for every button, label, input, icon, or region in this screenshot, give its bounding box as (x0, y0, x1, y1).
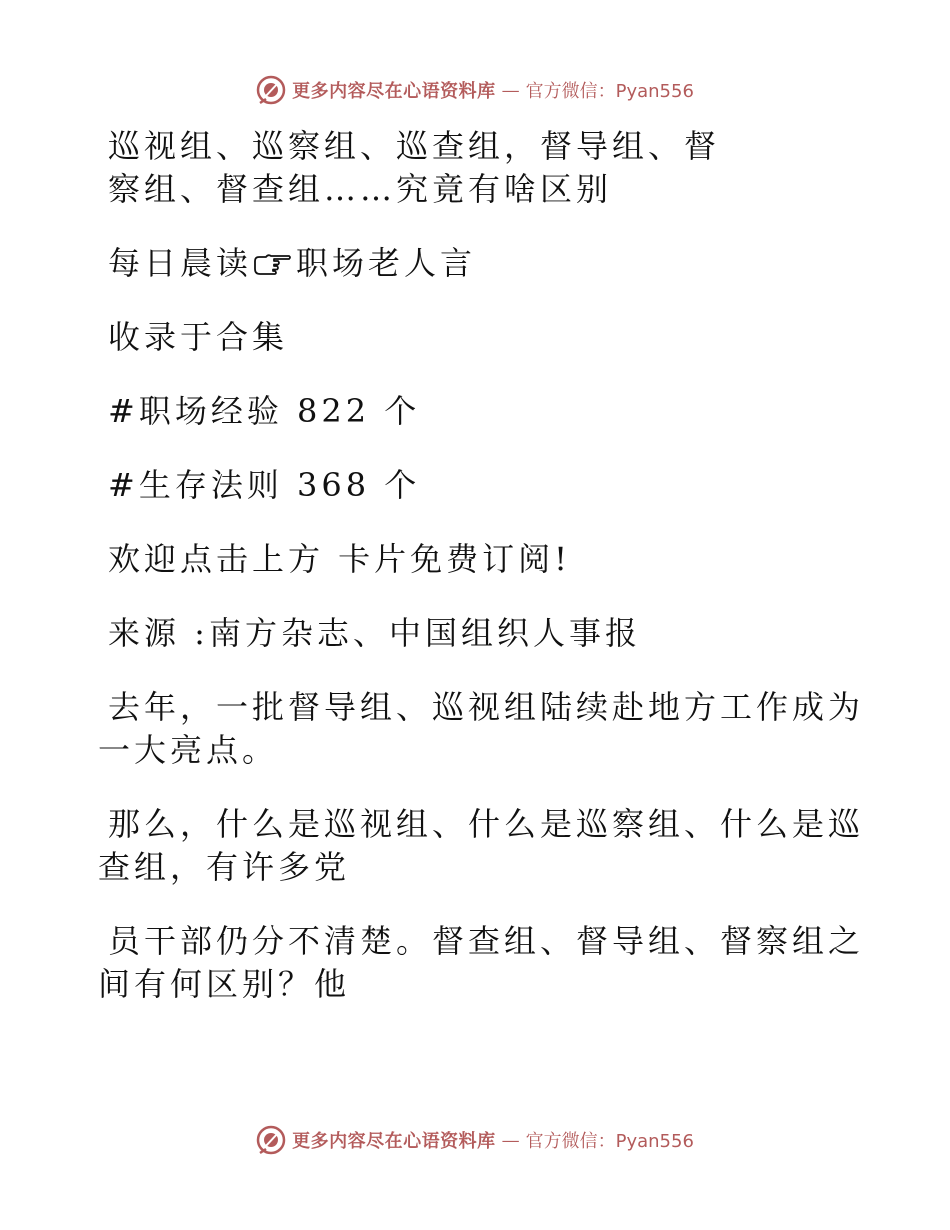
title-line-1: 巡视组、巡察组、巡查组，督导组、督 (108, 127, 721, 165)
footer-banner-inner (256, 1125, 694, 1155)
footer-banner-wechat: 官方微信：Pyan556 (525, 1131, 694, 1152)
header-banner (0, 70, 950, 110)
header-banner-text: 更多内容尽在心语资料库 (292, 81, 496, 102)
tag-survival-rules[interactable]: #生存法则 368 个 (108, 466, 421, 504)
footer-banner-dash: — (501, 1129, 520, 1151)
collection-label: 收录于合集 (108, 318, 289, 356)
paragraph-1 (98, 686, 865, 772)
paragraph-line: 间有何区别？他 (98, 965, 351, 1003)
paragraph-line: 一大亮点。 (98, 731, 279, 769)
series-prefix: 每日晨读 (108, 244, 253, 282)
source-text: 来源 :南方杂志、中国组织人事报 (108, 614, 641, 652)
paragraph-line: 去年，一批督导组、巡视组陆续赴地方工作成为 (108, 688, 865, 726)
header-banner-wechat: 官方微信：Pyan556 (525, 81, 694, 102)
series-name: 职场老人言 (296, 244, 477, 282)
header-banner-inner (256, 75, 694, 105)
paragraph-line: 员干部仍分不清楚。督查组、督导组、督察组之 (108, 922, 865, 960)
paragraph-2 (98, 803, 865, 889)
paragraph-3 (98, 920, 865, 1006)
article-content (98, 125, 865, 1037)
header-banner-dash: — (501, 79, 520, 101)
library-logo-icon (256, 75, 286, 105)
tag-workplace-experience[interactable]: #职场经验 822 个 (108, 392, 421, 430)
footer-banner-text: 更多内容尽在心语资料库 (292, 1131, 496, 1152)
title-line-2: 察组、督查组……究竟有啥区别 (108, 170, 613, 208)
paragraph-line: 查组，有许多党 (98, 848, 351, 886)
pointing-hand-icon (252, 252, 292, 276)
library-logo-icon (256, 1125, 286, 1155)
paragraph-line: 那么，什么是巡视组、什么是巡察组、什么是巡 (108, 805, 865, 843)
subscribe-text: 欢迎点击上方 卡片免费订阅! (108, 540, 572, 578)
footer-banner (0, 1120, 950, 1160)
series-line (98, 242, 838, 285)
